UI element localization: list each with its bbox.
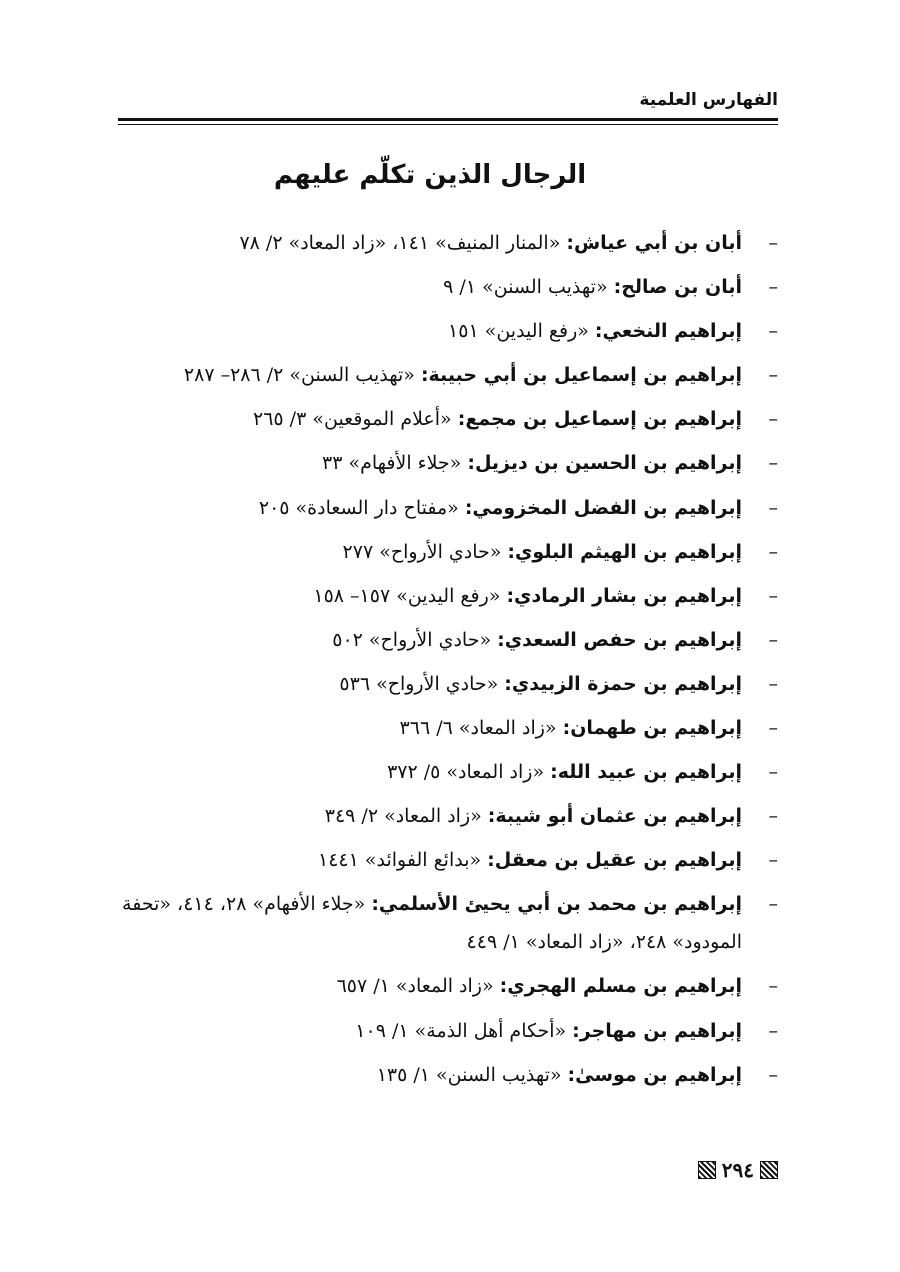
index-entry [118,400,778,439]
entry-refs: «رفع اليدين» ١٥٧– ١٥٨ [313,584,507,607]
index-entry [118,533,778,572]
index-entry [118,1056,778,1095]
entry-dash: – [768,717,778,740]
index-entry [118,577,778,616]
index-entry [118,841,778,880]
index-entry [118,665,778,704]
entry-dash: – [768,628,778,651]
entry-refs: «حادي الأرواح» ٥٣٦ [339,672,505,695]
entry-name: أبان بن أبي عياش: [566,232,742,254]
entry-refs: «زاد المعاد» ٦/ ٣٦٦ [399,717,563,740]
entry-name: إبراهيم بن محمد بن أبي يحيئ الأسلمي: [371,893,742,916]
entry-refs: «أحكام أهل الذمة» ١/ ١٠٩ [355,1019,573,1042]
index-entry [118,312,778,351]
entry-dash: – [768,805,778,828]
entry-dash: – [768,276,778,299]
index-entries [118,224,778,1100]
index-entry [118,967,778,1006]
entry-name: إبراهيم بن مهاجر: [572,1019,742,1042]
entry-refs: «رفع اليدين» ١٥١ [448,320,595,343]
entry-dash: – [768,1019,778,1042]
entry-name: إبراهيم بن بشار الرمادي: [506,584,742,607]
entry-refs: «جلاء الأفهام» ٢٨، ٤١٤، «تحفة المودود» ٢٤٨، «زاد المعاد» ١/ ٤٤٩ [122,893,742,954]
page-number-text: ٢٩٤ [721,1158,754,1182]
entry-refs: «حادي الأرواح» ٥٠٢ [332,628,498,651]
entry-name: إبراهيم بن عبيد الله: [550,761,742,784]
index-entry [118,1012,778,1051]
entry-refs: «أعلام الموقعين» ٣/ ٢٦٥ [253,408,458,431]
entry-dash: – [768,1063,778,1086]
entry-refs: «تهذيب السنن» ٢/ ٢٨٦– ٢٨٧ [183,364,421,387]
index-entry [118,797,778,836]
index-entry [118,268,778,307]
entry-name: أبان بن صالح: [613,276,742,299]
entry-refs: «مفتاح دار السعادة» ٢٠٥ [258,496,465,519]
entry-dash: – [768,849,778,872]
entry-dash: – [768,320,778,343]
index-entry [118,444,778,483]
entry-dash: – [768,584,778,607]
ornament-icon [760,1161,778,1179]
entry-name: إبراهيم بن إسماعيل بن مجمع: [457,408,742,431]
entry-name: إبراهيم بن الفضل المخزومي: [464,496,742,519]
entry-dash: – [768,232,778,254]
entry-refs: «جلاء الأفهام» ٣٣ [322,452,468,475]
entry-dash: – [768,496,778,519]
index-entry [118,224,778,263]
entry-refs: «زاد المعاد» ٥/ ٣٧٢ [387,761,551,784]
entry-name: إبراهيم بن إسماعيل بن أبي حبيبة: [420,364,742,387]
entry-name: إبراهيم بن الحسين بن ديزيل: [467,452,742,475]
index-entry [118,621,778,660]
entry-refs: «حادي الأرواح» ٢٧٧ [342,540,508,563]
entry-refs: «بدائع الفوائد» ١٤٤١ [318,849,488,872]
entry-name: إبراهيم بن عقيل بن معقل: [487,849,742,872]
header-rule-thick [118,118,778,121]
section-title: الرجال الذين تكلّم عليهم [273,160,587,190]
entry-name: إبراهيم بن الهيثم البلوي: [507,540,742,563]
index-entry [118,709,778,748]
entry-dash: – [768,761,778,784]
entry-name: إبراهيم بن حمزة الزبيدي: [504,672,742,695]
entry-refs: «تهذيب السنن» ١/ ٩ [443,276,614,299]
index-entry [118,356,778,395]
entry-name: إبراهيم بن عثمان أبو شيبة: [487,805,742,828]
entry-dash: – [768,540,778,563]
index-entry [118,489,778,528]
running-header: الفهارس العلمية [639,90,778,110]
index-entry [118,885,778,961]
entry-refs: «زاد المعاد» ٢/ ٣٤٩ [324,805,488,828]
entry-dash: – [768,452,778,475]
entry-name: إبراهيم بن مسلم الهجري: [499,975,742,998]
page-number [698,1158,778,1182]
entry-name: إبراهيم بن حفص السعدي: [497,628,742,651]
entry-dash: – [768,408,778,431]
entry-dash: – [768,672,778,695]
entry-dash: – [768,364,778,387]
entry-name: إبراهيم بن طهمان: [562,717,742,740]
header-rule-thin [118,124,778,125]
entry-refs: «المنار المنيف» ١٤١، «زاد المعاد» ٢/ ٧٨ [239,232,567,254]
entry-name: إبراهيم النخعي: [594,320,742,343]
entry-refs: «زاد المعاد» ١/ ٦٥٧ [336,975,500,998]
entry-dash: – [768,975,778,998]
entry-name: إبراهيم بن موسىٰ: [567,1063,742,1086]
entry-dash: – [768,893,778,916]
entry-refs: «تهذيب السنن» ١/ ١٣٥ [376,1063,568,1086]
ornament-icon [698,1161,716,1179]
index-entry [118,753,778,792]
